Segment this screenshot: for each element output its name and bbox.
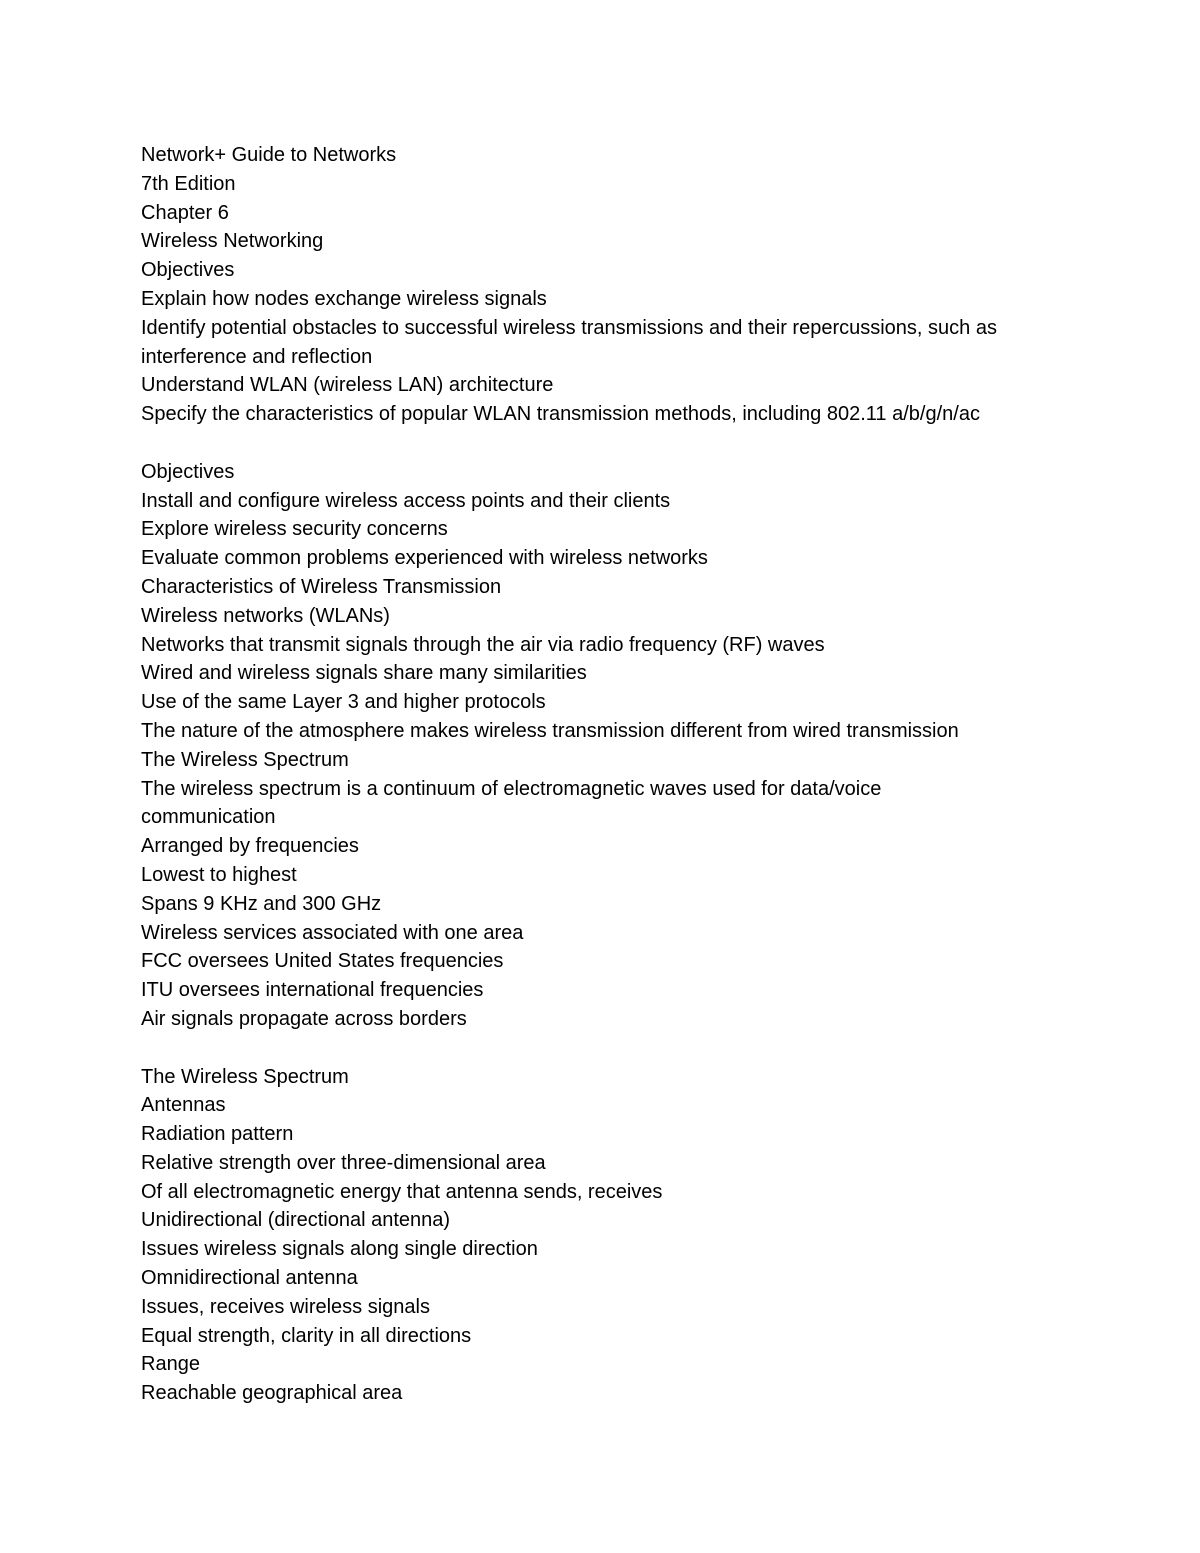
text-line: Lowest to highest	[141, 863, 297, 886]
text-line: Equal strength, clarity in all directions	[141, 1324, 472, 1347]
text-line: Understand WLAN (wireless LAN) architecture	[141, 374, 554, 397]
text-line: Networks that transmit signals through the air via radio frequency (RF) waves	[141, 633, 825, 656]
text-line: The nature of the atmosphere makes wireless transmission different from wired transmission	[141, 719, 959, 742]
text-line: The Wireless Spectrum	[141, 1065, 349, 1088]
text-line: Relative strength over three-dimensional area	[141, 1151, 546, 1174]
text-line: communication	[141, 806, 276, 829]
text-line: Explore wireless security concerns	[141, 518, 448, 541]
text-line: The Wireless Spectrum	[141, 748, 349, 771]
document-body	[141, 141, 1091, 1408]
text-line: Unidirectional (directional antenna)	[141, 1209, 451, 1232]
text-line: Use of the same Layer 3 and higher protocols	[141, 691, 546, 714]
text-line: Antennas	[141, 1094, 226, 1117]
text-line: Wired and wireless signals share many similarities	[141, 662, 587, 685]
text-line: The wireless spectrum is a continuum of electromagnetic waves used for data/voice	[141, 777, 882, 800]
text-line: Install and configure wireless access points and their clients	[141, 489, 671, 512]
text-line: Specify the characteristics of popular WLAN transmission methods, including 802.11 a/b/g/n/ac	[141, 403, 980, 426]
text-line: Identify potential obstacles to successful wireless transmissions and their repercussions, such as	[141, 316, 997, 339]
text-line: 7th Edition	[141, 172, 236, 195]
text-line: Of all electromagnetic energy that antenna sends, receives	[141, 1180, 663, 1203]
text-line: FCC oversees United States frequencies	[141, 950, 504, 973]
text-line: Characteristics of Wireless Transmission	[141, 575, 502, 598]
text-line: Chapter 6	[141, 201, 229, 224]
text-line: Objectives	[141, 259, 235, 282]
blank-line	[141, 1034, 1091, 1063]
text-line: Wireless Networking	[141, 230, 324, 253]
text-line: Spans 9 KHz and 300 GHz	[141, 892, 382, 915]
text-line: Wireless services associated with one area	[141, 921, 524, 944]
text-line: Explain how nodes exchange wireless signals	[141, 287, 547, 310]
text-line: Omnidirectional antenna	[141, 1267, 358, 1290]
text-line: Evaluate common problems experienced with wireless networks	[141, 547, 708, 570]
text-line: Issues, receives wireless signals	[141, 1295, 430, 1318]
text-line: Objectives	[141, 460, 235, 483]
blank-line	[141, 429, 1091, 458]
text-line: Network+ Guide to Networks	[141, 144, 397, 166]
text-line: Reachable geographical area	[141, 1382, 403, 1405]
text-line: interference and reflection	[141, 345, 373, 368]
text-line: Issues wireless signals along single direction	[141, 1238, 538, 1261]
text-line: Wireless networks (WLANs)	[141, 604, 390, 627]
text-line: Radiation pattern	[141, 1123, 294, 1146]
text-line: Air signals propagate across borders	[141, 1007, 467, 1030]
text-line: Range	[141, 1353, 200, 1376]
text-line: Arranged by frequencies	[141, 835, 359, 858]
text-line: ITU oversees international frequencies	[141, 979, 484, 1002]
